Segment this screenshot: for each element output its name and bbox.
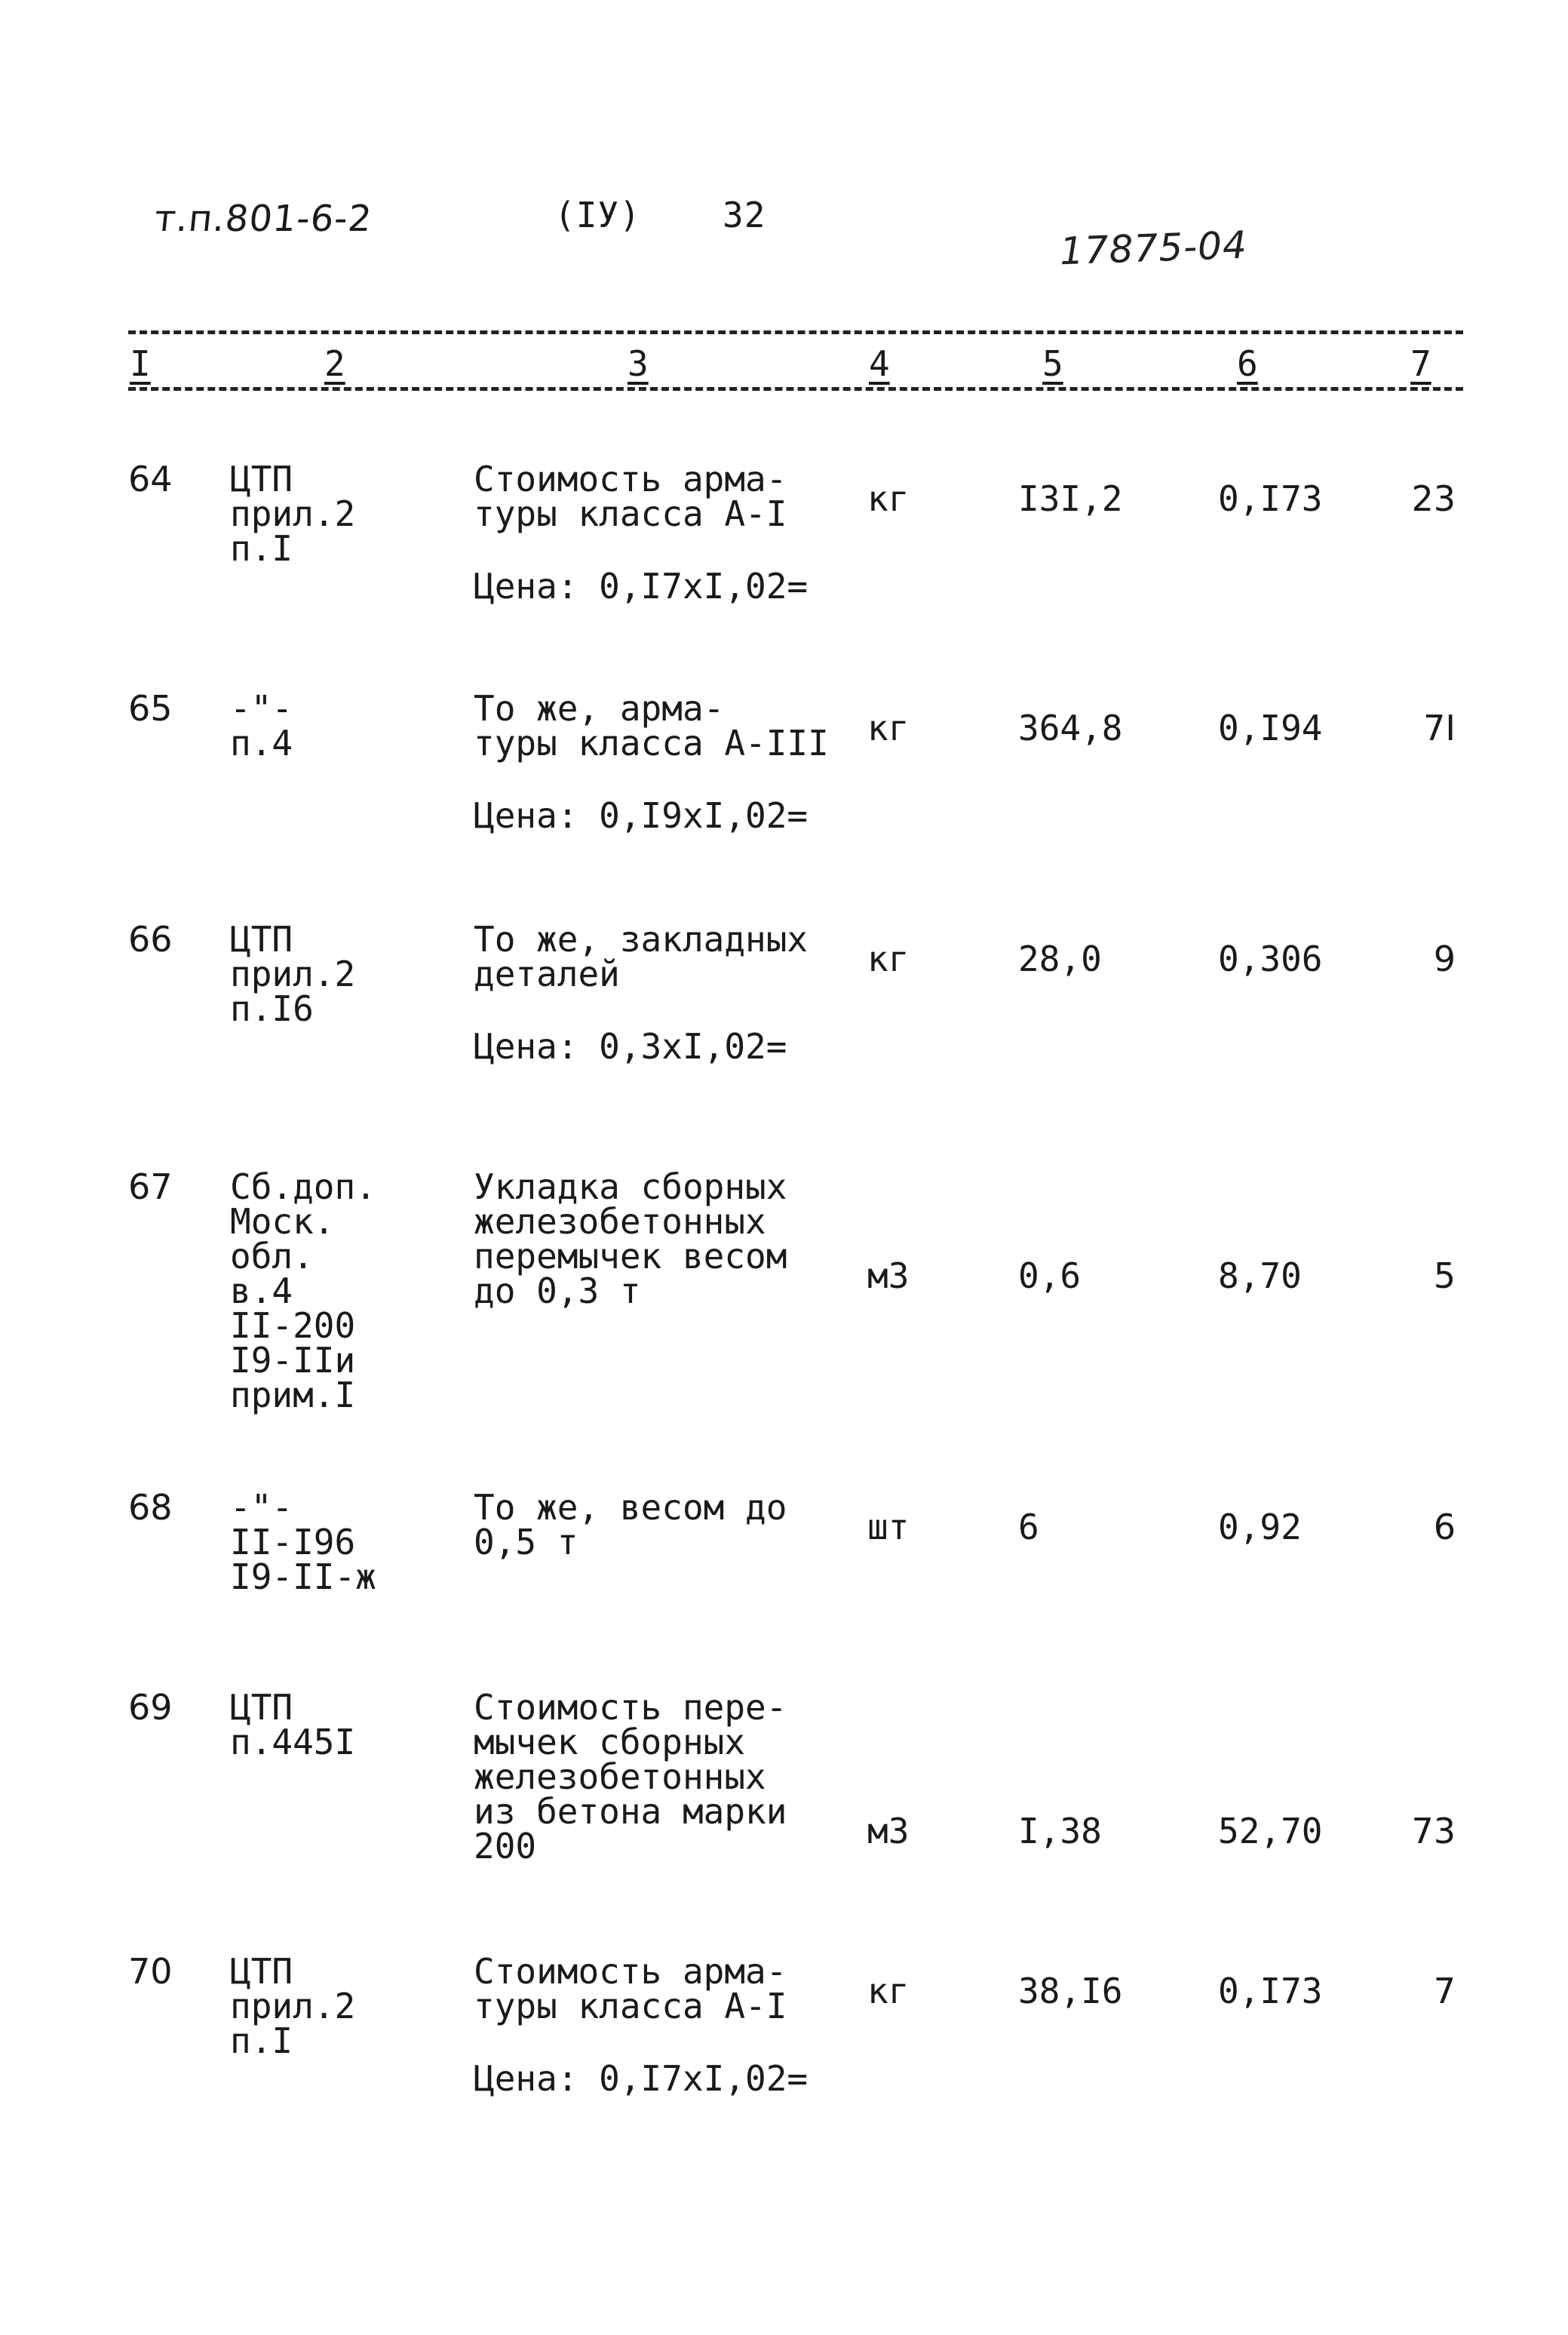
column-header-2: 2 (324, 343, 345, 384)
reference-line: ЦТП (230, 919, 293, 960)
header-top-rule (128, 330, 1463, 334)
unit: м3 (867, 1811, 910, 1851)
handwritten-doc-number: 17875-04 (1059, 223, 1248, 274)
reference-line: I9-II-ж (230, 1556, 376, 1597)
reference-line: ЦТП (230, 459, 293, 499)
reference-line: прил.2 (230, 1986, 356, 2026)
description-line: железобетонных (474, 1201, 766, 1242)
description-line: То же, весом до (474, 1487, 787, 1528)
total-cost: 23 (1411, 478, 1456, 519)
description-line: туры класса А-I (474, 1986, 787, 2026)
row-number: 70 (128, 1951, 173, 1992)
quantity: 6 (1018, 1507, 1039, 1547)
total-cost: 5 (1433, 1255, 1456, 1296)
description-line: Укладка сборных (474, 1166, 787, 1207)
unit-rate: 0,306 (1218, 939, 1323, 979)
total-cost: 73 (1411, 1811, 1456, 1851)
row-number: 69 (128, 1687, 173, 1728)
description-line: То же, закладных (474, 919, 809, 960)
reference-line: обл. (230, 1236, 314, 1277)
reference-line: II-I96 (230, 1522, 356, 1562)
reference-line: I9-IIи (230, 1340, 356, 1381)
part-number: (IУ) (554, 195, 641, 235)
reference-line: п.445I (230, 1722, 356, 1762)
description-line: из бетона марки (474, 1791, 787, 1832)
price-formula: Цена: 0,I7xI,02= (474, 566, 809, 607)
description-line: 0,5 т (474, 1522, 578, 1562)
reference-line: прил.2 (230, 954, 356, 994)
reference-line: прил.2 (230, 493, 356, 534)
unit: кг (867, 1971, 910, 2011)
unit-rate: 0,92 (1218, 1507, 1302, 1547)
total-cost: 9 (1433, 939, 1456, 979)
reference-line: -"- (230, 688, 293, 729)
quantity: 0,6 (1018, 1255, 1082, 1296)
unit: кг (867, 939, 910, 979)
column-header-7: 7 (1410, 343, 1431, 384)
header-bottom-rule (128, 387, 1463, 391)
unit-rate: 52,70 (1218, 1811, 1323, 1851)
unit-rate: 0,I73 (1218, 478, 1323, 519)
row-number: 67 (128, 1166, 173, 1207)
reference-line: -"- (230, 1487, 293, 1528)
reference-line: п.I (230, 528, 293, 569)
column-header-4: 4 (869, 343, 890, 384)
unit: м3 (867, 1255, 910, 1296)
quantity: 28,0 (1018, 939, 1102, 979)
page-number: 32 (723, 195, 766, 235)
reference-line: прим.I (230, 1375, 356, 1415)
quantity: 364,8 (1018, 708, 1123, 748)
row-number: 64 (128, 459, 173, 499)
unit-rate: 0,I94 (1218, 708, 1323, 748)
document-code: т.п.801-6-2 (152, 198, 375, 240)
unit-rate: 8,70 (1218, 1255, 1302, 1296)
description-line: деталей (474, 954, 620, 994)
price-formula: Цена: 0,I7xI,02= (474, 2058, 809, 2099)
description-line: перемычек весом (474, 1236, 787, 1277)
description-line: туры класса А-I (474, 493, 787, 534)
reference-line: ЦТП (230, 1687, 293, 1728)
column-header-6: 6 (1237, 343, 1258, 384)
total-cost: 7 (1433, 1971, 1456, 2011)
row-number: 68 (128, 1487, 173, 1528)
reference-line: в.4 (230, 1270, 293, 1311)
quantity: 38,I6 (1018, 1971, 1123, 2011)
column-header-3: 3 (628, 343, 649, 384)
reference-line: п.I (230, 2020, 293, 2061)
quantity: I,38 (1018, 1811, 1102, 1851)
unit: шт (867, 1507, 910, 1547)
quantity: I3I,2 (1018, 478, 1123, 519)
description-line: мычек сборных (474, 1722, 746, 1762)
reference-line: п.4 (230, 723, 293, 763)
description-line: железобетонных (474, 1756, 766, 1797)
price-formula: Цена: 0,I9xI,02= (474, 795, 809, 836)
description-line: 200 (474, 1826, 537, 1866)
reference-line: ЦТП (230, 1951, 293, 1992)
description-line: туры класса А-III (474, 723, 829, 763)
column-header-1: I (130, 343, 151, 384)
price-formula: Цена: 0,3xI,02= (474, 1026, 787, 1067)
description-line: Стоимость арма- (474, 459, 787, 499)
total-cost: 6 (1433, 1507, 1456, 1547)
reference-line: II-200 (230, 1305, 356, 1346)
reference-line: Моск. (230, 1201, 335, 1242)
description-line: до 0,3 т (474, 1270, 641, 1311)
row-number: 66 (128, 919, 173, 960)
row-number: 65 (128, 688, 173, 729)
description-line: То же, арма- (474, 688, 725, 729)
total-cost: 7I (1423, 708, 1456, 748)
unit: кг (867, 478, 910, 519)
reference-line: п.I6 (230, 988, 314, 1029)
unit-rate: 0,I73 (1218, 1971, 1323, 2011)
column-header-5: 5 (1042, 343, 1063, 384)
description-line: Стоимость арма- (474, 1951, 787, 1992)
unit: кг (867, 708, 910, 748)
reference-line: Сб.доп. (230, 1166, 376, 1207)
description-line: Стоимость пере- (474, 1687, 787, 1728)
